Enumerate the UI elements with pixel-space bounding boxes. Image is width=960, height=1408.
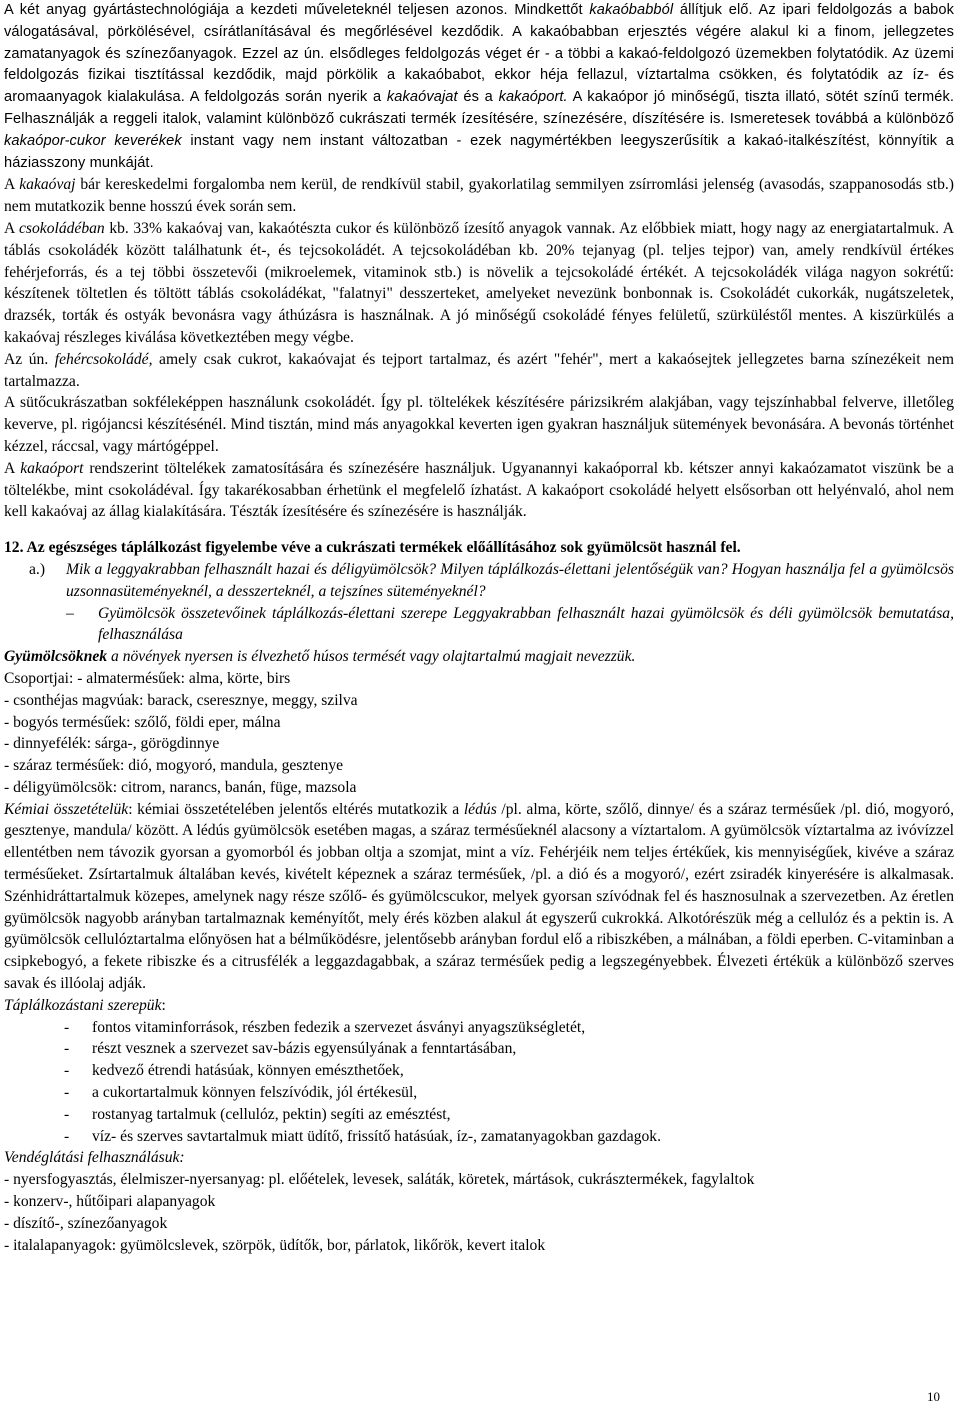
question-heading: 12. Az egészséges táplálkozást figyelembe véve a cukrászati termékek előállításához sok gyümölcsöt használ fel. [4,539,741,557]
list-item: - konzerv-, hűtőipari alapanyagok [4,1193,216,1211]
page-number: 10 [927,1389,940,1404]
list-item: - a cukortartalmuk könnyen felszívódik, jól értékesül, [64,1084,418,1102]
list-item: - víz- és szerves savtartalmuk miatt üdítő, frissítő hatásúak, íz-, zamatanyagokban gazdagok. [64,1127,661,1145]
topic-dash-item [4,603,954,647]
paragraph-baking-use: A sütőcukrászatban sokféleképpen használunk csokoládét. Így pl. töltelékek készítésére párizsikrém alakjában, vagy tejszínhabbal felverve, illetőleg keverve, pl. rigójancsi készítésénél. Mind tisztán, mind más anyagokkal keverten igen gyakran használjuk sütemények bevonására. A bevonás történhet kézzel, ráccsal, vagy mártógéppel. [4,394,954,455]
list-item: Csoportjai: - almatermésűek: alma, körte, birs [4,669,291,687]
nutrition-list [4,1017,954,1148]
list-item: - száraz termésűek: dió, mogyoró, mandula, gesztenye [4,757,344,775]
hospitality-list [4,1169,954,1256]
list-item: - dinnyefélék: sárga-, görögdinnye [4,735,220,753]
fruit-definition: Gyümölcsöknek a növények nyersen is élvezhető húsos termését vagy olajtartalmú magjait nevezzük. [4,648,636,666]
list-item: - rostanyag tartalmuk (cellulóz, pektin) segíti az emésztést, [64,1105,451,1123]
paragraph-white-chocolate: Az ún. fehércsokoládé, amely csak cukrot, kakaóvajat és tejport tartalmaz, és azért "fehér", mert a kakaósejtek jellegzetes barna színezékeit nem tartalmazza. [4,350,954,390]
list-item: - nyersfogyasztás, élelmiszer-nyersanyag: pl. előételek, levesek, saláták, köretek, mártások, cukrásztermékek, fagylaltok [4,1171,755,1189]
sub-question-text: Mik a leggyakrabban felhasznált hazai és déligyümölcsök? Milyen táplálkozás-élettani jelentőségük van? Hogyan használja fel a gyümölcsös uzsonnasüteményeknél, a desszerteknél, a tejszínes süteményeknél? [66,560,954,600]
dash-marker: – [66,604,74,622]
paragraph-cocoa-powder: A kakaóport rendszerint töltelékek zamatosítására és színezésére használjuk. Ugyanannyi kakaóporral kb. kétszer annyi kakaózamatot viszünk be a töltelékbe, mint csokoládéval. Így takarékosabban érhetünk el megfelelő ízhatást. A kakaóport csokoládé helyett elsősorban ott helyénvaló, ahol nem kell kakaóvaj az állag kialakítására. Tészták ízesítésére és színezésére is használják. [4,459,954,521]
sub-question [4,559,954,603]
list-item: - italalapanyagok: gyümölcslevek, szörpök, üdítők, bor, párlatok, likőrök, kevert italok [4,1236,546,1254]
list-item: - részt vesznek a szervezet sav-bázis egyensúlyának a fenntartásában, [64,1040,517,1058]
nutrition-heading: Táplálkozástani szerepük: [4,996,166,1014]
paragraph-chocolate: A csokoládéban kb. 33% kakaóvaj van, kakaótészta cukor és különböző ízesítő anyagok vannak. Az előbbiek miatt, hogy nagy az energiatartalmuk. A táblás csokoládék között találhatunk ét-, és tejcsokoládét. A tejcsokoládéban kb. 20% tejanyag (pl. teljes tejpor) van, amely rendkívül értékes fehérjeforrás, és a tej többi összetevői (mikroelemek, vitaminok stb.) is növelik a tejcsokoládé értékét. A tejcsokoládék világa nagyon sokrétű: készítenek töltetlen és töltött táblás csokoládékat, "falatnyi" desszerteket, amelyeket nevezünk bonbonnak is. Csokoládét cukorkák, nugátszeletek, drazsék, torták és ostyák bevonásra vagy áthúzásra is használnak. A jó minőségű csokoládé fényes felületű, szürküléstől mentes. A kiszürkülés a kakaóvaj részleges kiválása következtében megy végbe. [4,219,954,346]
list-item: - fontos vitaminforrások, részben fedezik a szervezet ásványi anyagszükségletét, [64,1018,586,1036]
topic-text: Gyümölcsök összetevőinek táplálkozás-élettani szerepe Leggyakrabban felhasznált hazai gyümölcsök és déli gyümölcsök bemutatása, felhasználása [98,604,954,644]
paragraph-cocoa-processing: A két anyag gyártástechnológiája a kezdeti műveleteknél teljesen azonos. Mindkettőt kakaóbabból állítjuk elő. Az ipari feldolgozás a babok válogatásával, pörkölésével, csírátlanításával és megőrlésével kezdődik. A kakaóbabban erjesztés végére alakul ki a finom, jellegzetes zamatanyagok és színezőanyagok. Ezzel az ún. elsődleges feldolgozás véget ér - a többi a kakaó-feldolgozó üzemekben folytatódik. Az üzemi feldolgozás fizikai tisztítással kezdődik, majd pörkölik a kakaóbabot, ekkor héja fellazul, víztartalma csökken, és folytatódik az íz- és aromaanyagok kialakulása. A feldolgozás során nyerik a kakaóvajat és a kakaóport. A kakaópor jó minőségű, tiszta illató, sötét színű termék. Felhasználják a reggeli italok, valamint különböző cukrászati termék ízesítésére, színezésére, díszítésére is. Ismeretesek továbbá a különböző kakaópor-cukor keverékek instant vagy nem instant változatban - ezek nagymértékben leegyszerűsítik a kakaó-italkészítést, könnyítik a háziasszony munkáját. [4,2,955,171]
paragraph-cocoa-butter: A kakaóvaj bár kereskedelmi forgalomba nem kerül, de rendkívül stabil, gyakorlatilag semmilyen zsírromlási jelenség (avasodás, szappanosodás stb.) nem mutatkozik benne hosszú évek során sem. [4,176,954,216]
fruit-groups-list [4,668,954,799]
spacer [4,523,954,537]
paragraph-chemical-composition: Kémiai összetételük: kémiai összetételében jelentős eltérés mutatkozik a lédús /pl. alma, körte, szőlő, dinnye/ és a száraz termésűek /pl. dió, mogyoró, gesztenye, mandula/ között. A lédús gyümölcsök esetében magas, a száraz termésűeknél alacsony a víztartalom. A gyümölcsök víztartalma az ivóvízzel ellentétben nem távozik gyorsan a gyomorból és jobban oltja a szomjat, mint a víz. Fehérjéik nem teljes értékűek, kis mennyiségűek, kivéve a száraz termésűeket. Zsírtartalmuk általában kevés, kivételt képeznek a száraz termésűek, /pl. a dió és a mogyoró/, ezért zsiradék kinyerésére is alkalmasak. Szénhidráttartalmuk közepes, amelynek nagy része szőlő- és gyümölcscukor, melyek gyorsan szívódnak fel és hasznosulnak a szervezetben. Az éretlen gyümölcsök nagyobb arányban tartalmaznak keményítőt, mely érés közben alakul át egyszerű cukrokká. Alkotórészük még a cellulóz és a pektin is. A gyümölcsök cellulóztartalma előnyösen hat a bélműködésre, jelentősebb arányban fordul elő a ribiszkében, a málnában, a földi eperben. C-vitaminban a csipkebogyó, a fekete ribiszke és a citrusfélék a leggazdagabbak, a száraz termésűek pedig a legszegényebbek. Élvezeti értékük a különböző szerves savak és illóolaj adják. [4,800,954,993]
list-item: - csonthéjas magvúak: barack, cseresznye, meggy, szilva [4,691,358,709]
list-item: - bogyós termésűek: szőlő, földi eper, málna [4,713,281,731]
list-item: - díszítő-, színezőanyagok [4,1214,168,1232]
document-page [4,0,954,1256]
list-item: - kedvező étrendi hatásúak, könnyen emészthetőek, [64,1062,404,1080]
hospitality-heading: Vendéglátási felhasználásuk: [4,1149,185,1167]
list-item: - déligyümölcsök: citrom, narancs, banán, füge, mazsola [4,778,357,796]
sub-question-label: a.) [29,560,46,578]
